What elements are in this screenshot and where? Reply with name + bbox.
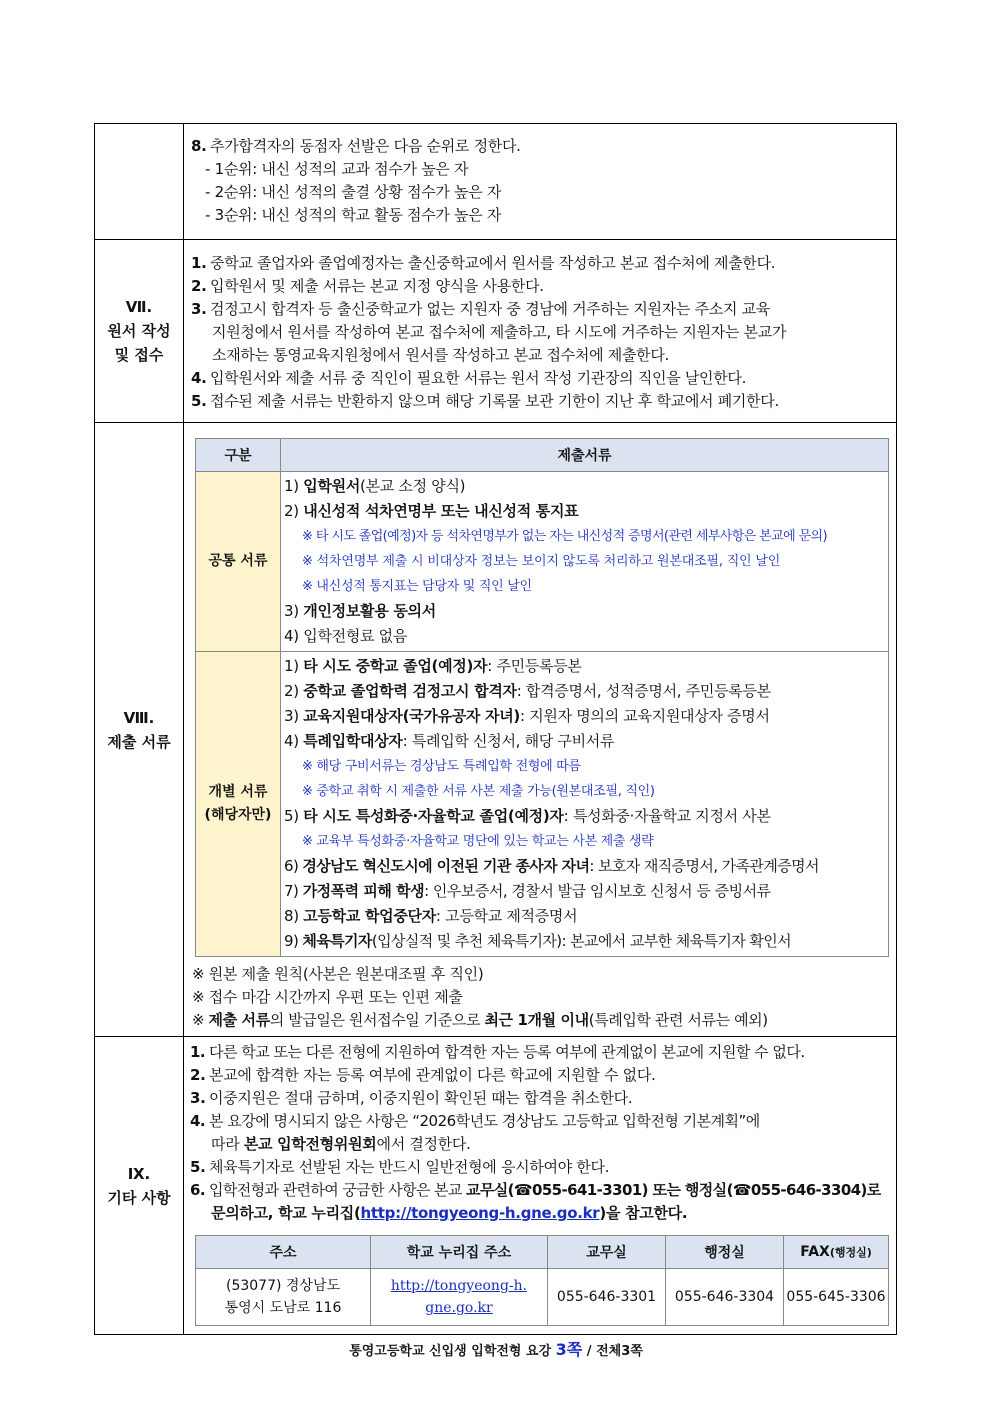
website-line-1[interactable]: http://tongyeong-h. — [390, 1278, 528, 1294]
section-8-notes — [190, 957, 896, 1036]
individual-label-2: (해당자만) — [204, 807, 272, 823]
note-mark: ※ — [192, 1011, 209, 1029]
section-8-content — [184, 423, 897, 1037]
section-continuation-row — [95, 124, 897, 240]
individual-label-1: 개별 서류 — [208, 784, 268, 800]
page-footer — [0, 1337, 992, 1360]
fax-label: FAX — [800, 1244, 830, 1260]
item-number: 1. — [191, 254, 207, 272]
contact-website[interactable] — [371, 1269, 548, 1326]
indiv-2-desc: : 합격증명서, 성적증명서, 주민등록등본 — [516, 682, 771, 700]
note-original: ※ 원본 제출 원칙(사본은 원본대조필 후 직인) — [192, 965, 484, 983]
section-7-content — [184, 240, 897, 423]
contact-office-phone: 055-646-3301 — [548, 1269, 666, 1326]
s7-item-2: 입학원서 및 제출 서류는 본교 지정 양식을 사용한다. — [210, 277, 544, 295]
list-number: 3) — [284, 602, 299, 620]
common-doc-1-title: 입학원서 — [303, 477, 361, 495]
footer-separator: / — [586, 1344, 592, 1359]
item-number: 1. — [190, 1043, 206, 1061]
indiv-3-desc: : 지원자 명의의 교육지원대상자 증명서 — [519, 707, 770, 725]
indiv-4-desc: : 특례입학 신청서, 해당 구비서류 — [402, 732, 615, 750]
common-note-1: ※ 타 시도 졸업(예정)자 등 석차연명부가 없는 자는 내신성적 증명서(관련 세부사항은 본교에 문의) — [302, 529, 827, 544]
indiv-5-desc: : 특성화중·자율학교 지정서 사본 — [563, 807, 771, 825]
contact-head-site: 학교 누리집 주소 — [371, 1236, 548, 1269]
note-mid: 의 발급일은 원서접수일 기준으로 — [269, 1011, 485, 1029]
s9-item-6-contacts: 교무실(☎055-641-3301) 또는 행정실(☎055-646-3304)로 — [465, 1181, 881, 1199]
individual-docs-label — [196, 652, 281, 957]
common-doc-2-title: 내신성적 석차연명부 또는 내신성적 통지표 — [303, 502, 579, 520]
admission-table — [94, 123, 897, 1335]
contact-head-office: 교무실 — [548, 1236, 666, 1269]
indiv-5-title: 타 시도 특성화중·자율학교 졸업(예정)자 — [303, 807, 564, 825]
list-number: 2) — [284, 502, 299, 520]
indiv-1-title: 타 시도 중학교 졸업(예정)자 — [303, 657, 488, 675]
address-line-1: (53077) 경상남도 — [225, 1278, 340, 1294]
contact-head-fax — [784, 1236, 889, 1269]
s7-item-3-line-3: 소재하는 통영교육지원청에서 원서를 작성하고 본교 접수처에 제출한다. — [212, 346, 669, 364]
document-page — [94, 123, 897, 1335]
item8-text: 추가합격자의 동점자 선발은 다음 순위로 정한다. — [210, 137, 521, 155]
list-number: 4) — [284, 627, 299, 645]
list-number: 2) — [284, 682, 299, 700]
item-number: 2. — [191, 277, 207, 295]
indiv-3-title: 교육지원대상자(국가유공자 자녀) — [303, 707, 520, 725]
list-number: 1) — [284, 477, 299, 495]
common-doc-1-desc: (본교 소정 양식) — [360, 477, 466, 495]
list-number: 6) — [284, 857, 299, 875]
section-7-number: Ⅶ. — [125, 298, 153, 316]
indiv-7-desc: : 인우보증서, 경찰서 발급 임시보호 신청서 등 증빙서류 — [424, 882, 771, 900]
section-8-row — [95, 423, 897, 1037]
list-number: 1) — [284, 657, 299, 675]
section-9-content — [184, 1037, 897, 1335]
contact-table — [195, 1235, 889, 1326]
indiv-7-title: 가정폭력 피해 학생 — [302, 882, 425, 900]
footer-page: 3쪽 — [555, 1340, 583, 1359]
item-number: 5. — [191, 392, 207, 410]
indiv-4-note-2: ※ 중학교 취학 시 제출한 서류 사본 제출 가능(원본대조필, 직인) — [302, 784, 655, 799]
common-note-2: ※ 석차연명부 제출 시 비대상자 정보는 보이지 않도록 처리하고 원본대조필, 직인 날인 — [302, 554, 781, 569]
contact-address — [196, 1269, 371, 1326]
list-number: 9) — [284, 932, 299, 950]
s7-item-3-line-1: 검정고시 합격자 등 출신중학교가 없는 지원자 중 경남에 거주하는 지원자는 주소지 교육 — [210, 300, 770, 318]
s7-item-5: 접수된 제출 서류는 반환하지 않으며 해당 기록물 보관 기한이 지난 후 학교에서 폐기한다. — [210, 392, 779, 410]
list-number: 3) — [284, 707, 299, 725]
section-7-title-2: 및 접수 — [114, 346, 164, 364]
list-number: 5) — [284, 807, 299, 825]
item-number: 2. — [190, 1066, 206, 1084]
fax-sublabel: (행정실) — [829, 1246, 872, 1259]
item-number: 4. — [191, 369, 207, 387]
s9-item-6-pre: 입학전형과 관련하여 궁금한 사항은 본교 — [209, 1181, 466, 1199]
section-9-row — [95, 1037, 897, 1335]
s9-item-1: 다른 학교 또는 다른 전형에 지원하여 합격한 자는 등록 여부에 관계없이 본교에 지원할 수 없다. — [209, 1043, 805, 1061]
list-number: 4) — [284, 732, 299, 750]
s9-item-4-line-1: 본 요강에 명시되지 않은 사항은 “2026학년도 경상남도 고등학교 입학전형 기본계획”에 — [209, 1112, 760, 1130]
indiv-6-title: 경상남도 혁신도시에 이전된 기관 종사자 자녀 — [302, 857, 590, 875]
item-number: 8. — [191, 137, 207, 155]
s7-item-4: 입학원서와 제출 서류 중 직인이 필요한 서류는 원서 작성 기관장의 직인을 날인한다. — [210, 369, 747, 387]
contact-admin-phone: 055-646-3304 — [666, 1269, 784, 1326]
s9-item-4-bold: 본교 입학전형위원회 — [243, 1135, 377, 1153]
address-line-2: 통영시 도남로 116 — [224, 1300, 342, 1316]
s7-item-1: 중학교 졸업자와 졸업예정자는 출신중학교에서 원서를 작성하고 본교 접수처에 제출한다. — [210, 254, 776, 272]
s7-item-3-line-2: 지원청에서 원서를 작성하여 본교 접수처에 제출하고, 타 시도에 거주하는 지원자는 본교가 — [212, 323, 787, 341]
note-deadline: ※ 접수 마감 시간까지 우편 또는 인편 제출 — [192, 988, 463, 1006]
s9-item-3: 이중지원은 절대 금하며, 이중지원이 확인된 때는 합격을 취소한다. — [209, 1089, 633, 1107]
s9-item-2: 본교에 합격한 자는 등록 여부에 관계없이 다른 학교에 지원할 수 없다. — [209, 1066, 656, 1084]
section-8-title: 제출 서류 — [107, 732, 171, 751]
common-doc-3-title: 개인정보활용 동의서 — [303, 602, 436, 620]
list-number: 7) — [284, 882, 299, 900]
school-website-link[interactable]: http://tongyeong-h.gne.go.kr — [360, 1204, 600, 1222]
section-9-number: Ⅸ. — [127, 1164, 151, 1183]
indiv-2-title: 중학교 졸업학력 검정고시 합격자 — [303, 682, 517, 700]
item-number: 4. — [190, 1112, 206, 1130]
note-issue-date — [192, 1009, 896, 1032]
col-documents-header: 제출서류 — [281, 439, 889, 472]
rank-3: - 3순위: 내신 성적의 학교 활동 점수가 높은 자 — [205, 206, 502, 224]
common-doc-4: 입학전형료 없음 — [303, 627, 408, 645]
footer-total: 전체3쪽 — [596, 1344, 643, 1359]
col-category-header: 구분 — [196, 439, 281, 472]
rank-2: - 2순위: 내신 성적의 출결 상황 점수가 높은 자 — [205, 183, 502, 201]
documents-table — [195, 438, 889, 957]
indiv-9-title: 체육특기자 — [302, 932, 372, 950]
website-line-2[interactable]: gne.go.kr — [425, 1300, 493, 1316]
contact-head-addr: 주소 — [196, 1236, 371, 1269]
indiv-6-desc: : 보호자 재직증명서, 가족관계증명서 — [589, 857, 819, 875]
section-9-label — [95, 1037, 184, 1335]
continuation-content — [184, 124, 897, 240]
footer-title: 통영고등학교 신입생 입학전형 요강 — [349, 1344, 552, 1359]
indiv-4-note-1: ※ 해당 구비서류는 경상남도 특례입학 전형에 따름 — [302, 759, 581, 774]
s9-item-5: 체육특기자로 선발된 자는 반드시 일반전형에 응시하여야 한다. — [209, 1158, 610, 1176]
section-7-title-1: 원서 작성 — [107, 322, 171, 340]
indiv-8-title: 고등학교 학업중단자 — [303, 907, 436, 925]
indiv-9-desc: (입상실적 및 추천 체육특기자): 본교에서 교부한 체육특기자 확인서 — [371, 932, 791, 950]
item-number: 3. — [191, 300, 207, 318]
contact-fax: 055-645-3306 — [784, 1269, 889, 1326]
contact-head-admin: 행정실 — [666, 1236, 784, 1269]
empty-label-cell — [95, 124, 184, 240]
section-9-title: 기타 사항 — [107, 1188, 171, 1207]
common-docs-label: 공통 서류 — [196, 472, 281, 652]
common-note-3: ※ 내신성적 통지표는 담당자 및 직인 날인 — [302, 579, 532, 594]
individual-docs-list — [281, 652, 889, 957]
rank-1: - 1순위: 내신 성적의 교과 점수가 높은 자 — [205, 160, 469, 178]
indiv-5-note-1: ※ 교육부 특성화중·자율학교 명단에 있는 학교는 사본 제출 생략 — [302, 834, 654, 849]
section-7-row — [95, 240, 897, 423]
note-bold-2: 최근 1개월 이내 — [484, 1011, 589, 1029]
indiv-1-desc: : 주민등록등본 — [487, 657, 582, 675]
note-bold-1: 제출 서류 — [208, 1011, 270, 1029]
item-number: 3. — [190, 1089, 206, 1107]
indiv-8-desc: : 고등학교 제적증명서 — [435, 907, 578, 925]
s9-item-6-line-2-pre: 문의하고, 학교 누리집( — [211, 1204, 361, 1222]
note-post: (특례입학 관련 서류는 예외) — [588, 1011, 768, 1029]
s9-item-4-pre: 따라 — [211, 1135, 244, 1153]
s9-item-4-post: 에서 결정한다. — [376, 1135, 471, 1153]
section-7-label — [95, 240, 184, 423]
indiv-4-title: 특례입학대상자 — [303, 732, 403, 750]
common-docs-list — [281, 472, 889, 652]
section-8-label — [95, 423, 184, 1037]
list-number: 8) — [284, 907, 299, 925]
item-number: 5. — [190, 1158, 206, 1176]
section-8-number: Ⅷ. — [123, 708, 155, 727]
item-number: 6. — [190, 1181, 205, 1199]
s9-item-6-line-2-post: )을 참고한다. — [599, 1204, 688, 1222]
